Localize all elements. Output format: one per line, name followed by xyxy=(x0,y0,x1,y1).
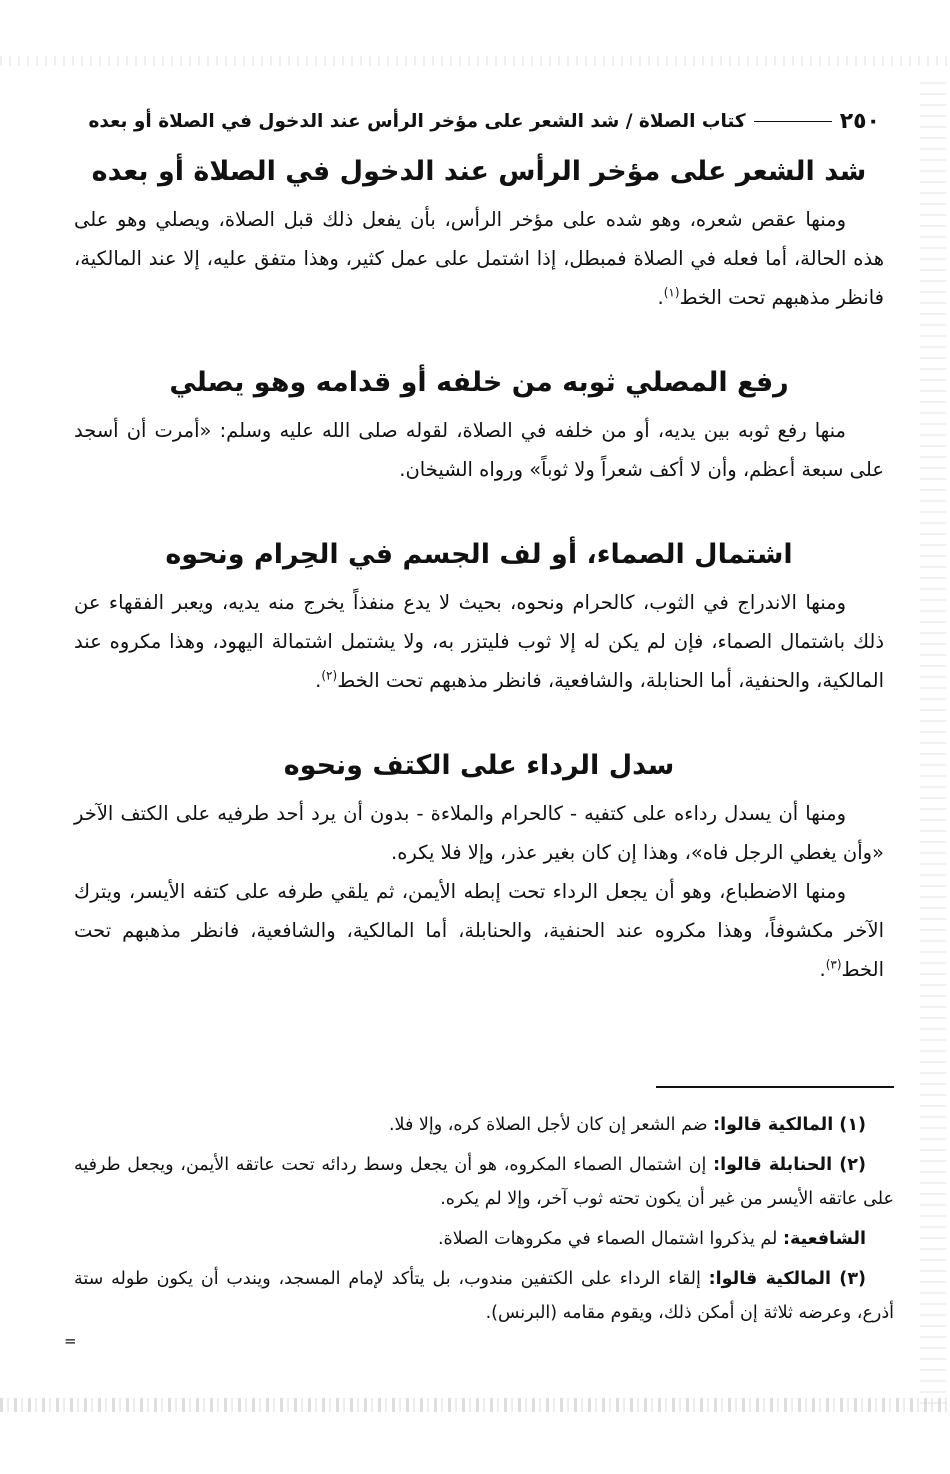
paragraph xyxy=(74,411,884,489)
footnote-label: الشافعية: xyxy=(782,1229,866,1249)
paragraph-text: منها رفع ثوبه بين يديه، أو من خلفه في الصلاة، لقوله صلى الله عليه وسلم: «أمرت أن أسجد على سبعة أعظم، وأن لا أكف شعراً ولا ثوباً» ورواه الشيخان. xyxy=(74,419,884,481)
paragraph-text: ومنها أن يسدل رداءه على كتفيه - كالحرام والملاءة - بدون أن يرد أحد طرفيه على الكتف الآخر «وأن يغطي الرجل فاه»، وهذا إن كان بغير عذر، وإلا فلا يكره. xyxy=(74,802,884,864)
scan-artifact-bottom xyxy=(0,1398,950,1412)
section-title: رفع المصلي ثوبه من خلفه أو قدامه وهو يصلي xyxy=(169,367,789,398)
paragraph xyxy=(74,872,884,989)
footnote-text: ضم الشعر إن كان لأجل الصلاة كره، وإلا فلا. xyxy=(388,1115,714,1135)
paragraph xyxy=(74,794,884,872)
running-header xyxy=(70,104,880,138)
paragraph-text: ومنها الاضطباع، وهو أن يجعل الرداء تحت إبطه الأيمن، ثم يلقي طرفه على كتفه الأيسر، ويترك الآخر مكشوفاً، وهذا مكروه عند الحنفية، والحنابلة، أما المالكية، والشافعية، فانظر مذهبهم تحت الخط xyxy=(74,880,884,981)
footnote xyxy=(74,1148,894,1216)
header-rule xyxy=(754,121,832,122)
paragraph-text: ومنها الاندراج في الثوب، كالحرام ونحوه، بحيث لا يدع منفذاً يخرج منه يديه، ويعبر الفقهاء عن ذلك باشتمال الصماء، فإن لم يكن له إلا ثوب فليتزر به، ولا يشتمل اشتمالة اليهود، وهذا مكروه عند المالكية، والحنفية، أما الحنابلة، والشافعية، فانظر مذهبهم تحت الخط xyxy=(74,591,884,692)
paragraph-text: ومنها عقص شعره، وهو شده على مؤخر الرأس، بأن يفعل ذلك قبل الصلاة، ويصلي وهو على هذه الحالة، أما فعله في الصلاة فمبطل، إذا اشتمل على عمل كثير، وهذا متفق عليه، إلا عند المالكية، فانظر مذهبهم تحت الخط xyxy=(74,208,884,309)
main-content xyxy=(74,150,884,989)
section-title: اشتمال الصماء، أو لف الجسم في الحِرام ونحوه xyxy=(165,539,793,570)
footnote-label: (٣) المالكية قالوا: xyxy=(708,1269,866,1289)
section-title: شد الشعر على مؤخر الرأس عند الدخول في الصلاة أو بعده xyxy=(91,156,867,187)
scan-artifact-edge xyxy=(920,80,946,1404)
footnote xyxy=(74,1108,894,1142)
footnote-text: إن اشتمال الصماء المكروه، هو أن يجعل وسط ردائه تحت عاتقه الأيمن، ويجعل طرفيه على عاتقه الأيسر من غير أن يكون تحته ثوب آخر، وإلا لم يكره. xyxy=(74,1155,894,1209)
footnote xyxy=(74,1262,894,1330)
paragraph xyxy=(74,200,884,317)
footnote-ref[interactable]: (٣) xyxy=(825,957,842,972)
footnote-ref[interactable]: (٢) xyxy=(321,668,338,683)
page-mark: = xyxy=(64,1332,77,1350)
paragraph-end: . xyxy=(657,286,664,309)
running-title: كتاب الصلاة / شد الشعر على مؤخر الرأس عند الدخول في الصلاة أو بعده xyxy=(88,110,746,132)
footnotes xyxy=(74,1086,894,1336)
footnote-ref[interactable]: (١) xyxy=(663,285,680,300)
paragraph-end: . xyxy=(819,958,826,981)
scan-artifact-top xyxy=(0,56,950,66)
section-title: سدل الرداء على الكتف ونحوه xyxy=(283,750,675,781)
footnote-text: لم يذكروا اشتمال الصماء في مكروهات الصلاة. xyxy=(437,1229,783,1249)
page-number: ٢٥٠ xyxy=(839,108,880,134)
footnote-label: (٢) الحنابلة قالوا: xyxy=(713,1155,866,1175)
paragraph-end: . xyxy=(315,669,322,692)
paragraph xyxy=(74,583,884,700)
footnote-separator xyxy=(656,1086,894,1088)
footnote xyxy=(74,1222,894,1256)
footnote-label: (١) المالكية قالوا: xyxy=(713,1115,866,1135)
footnote-text: إلقاء الرداء على الكتفين مندوب، بل يتأكد لإمام المسجد، ويندب أن يكون طوله ستة أذرع، وعرضه ثلاثة إن أمكن ذلك، ويقوم مقامه (البرنس). xyxy=(74,1269,894,1323)
